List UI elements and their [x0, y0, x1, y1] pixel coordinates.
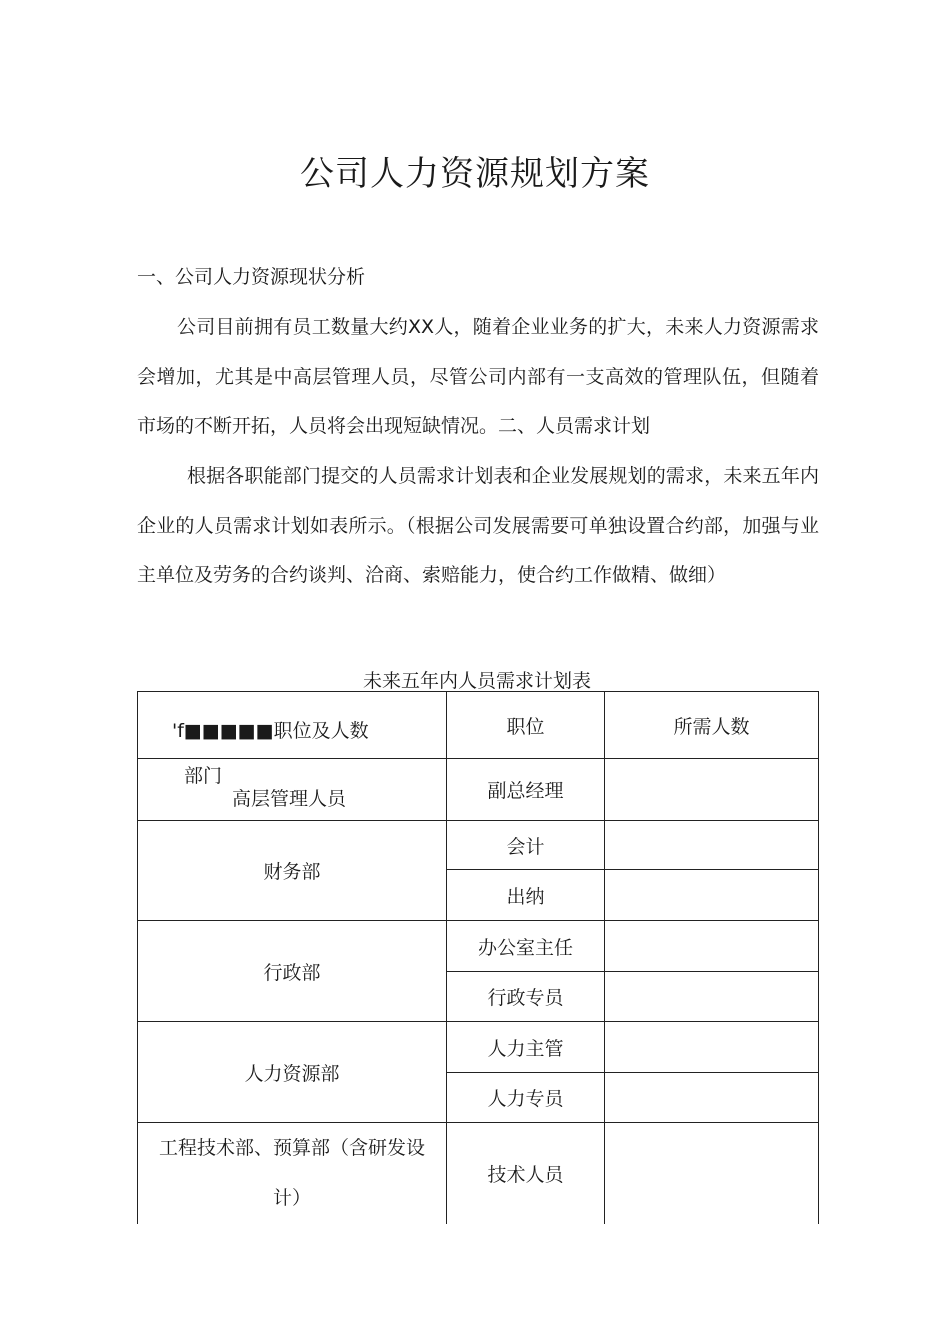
table-row: [138, 759, 819, 821]
department-cell: 人力资源部: [138, 1022, 447, 1123]
header-cell-headcount: 所需人数: [605, 692, 819, 759]
header-cell-diagonal: [138, 692, 447, 759]
header-cell-position: 职位: [447, 692, 605, 759]
staffing-plan-table: [137, 691, 819, 1224]
position-cell: 技术人员: [447, 1123, 605, 1224]
table-row: [138, 921, 819, 972]
headcount-cell: [605, 821, 819, 870]
position-cell: 人力主管: [447, 1022, 605, 1073]
headcount-cell: [605, 759, 819, 821]
department-cell: [138, 759, 447, 821]
header-position-count-label: 'f■■■■■职位及人数: [172, 720, 369, 742]
document-title: 公司人力资源规划方案: [300, 154, 650, 194]
position-cell: 人力专员: [447, 1073, 605, 1123]
headcount-cell: [605, 1073, 819, 1123]
section-heading: 一、公司人力资源现状分析: [137, 266, 366, 288]
paragraph: 公司目前拥有员工数量大约XX人，随着企业业务的扩大，未来人力资源需求会增加，尤其是中高层管理人员，尽管公司内部有一支高效的管理队伍，但随着市场的不断开拓，人员将会出现短缺情况。二、人员需求计划: [137, 316, 819, 437]
table-row: [138, 1022, 819, 1073]
department-cell: 工程技术部、预算部（含研发设计）: [138, 1123, 447, 1224]
table-row: [138, 821, 819, 870]
headcount-cell: [605, 1123, 819, 1224]
position-cell: 出纳: [447, 870, 605, 921]
headcount-cell: [605, 870, 819, 921]
position-cell: 行政专员: [447, 972, 605, 1022]
department-name: 高层管理人员: [232, 788, 347, 810]
headcount-cell: [605, 1022, 819, 1073]
table-row: [138, 1123, 819, 1224]
paragraph: 根据各职能部门提交的人员需求计划表和企业发展规划的需求，未来五年内企业的人员需求计划如表所示。（根据公司发展需要可单独设置合约部，加强与业主单位及劳务的合约谈判、洽商、索赔能力，使合约工作做精、做细）: [137, 465, 819, 586]
table-caption: 未来五年内人员需求计划表: [362, 670, 591, 692]
headcount-cell: [605, 921, 819, 972]
department-cell: 财务部: [138, 821, 447, 921]
table-header-row: [138, 692, 819, 759]
header-department-label: 部门: [184, 765, 223, 787]
headcount-cell: [605, 972, 819, 1022]
department-cell: 行政部: [138, 921, 447, 1022]
position-cell: 会计: [447, 821, 605, 870]
position-cell: 副总经理: [447, 759, 605, 821]
position-cell: 办公室主任: [447, 921, 605, 972]
